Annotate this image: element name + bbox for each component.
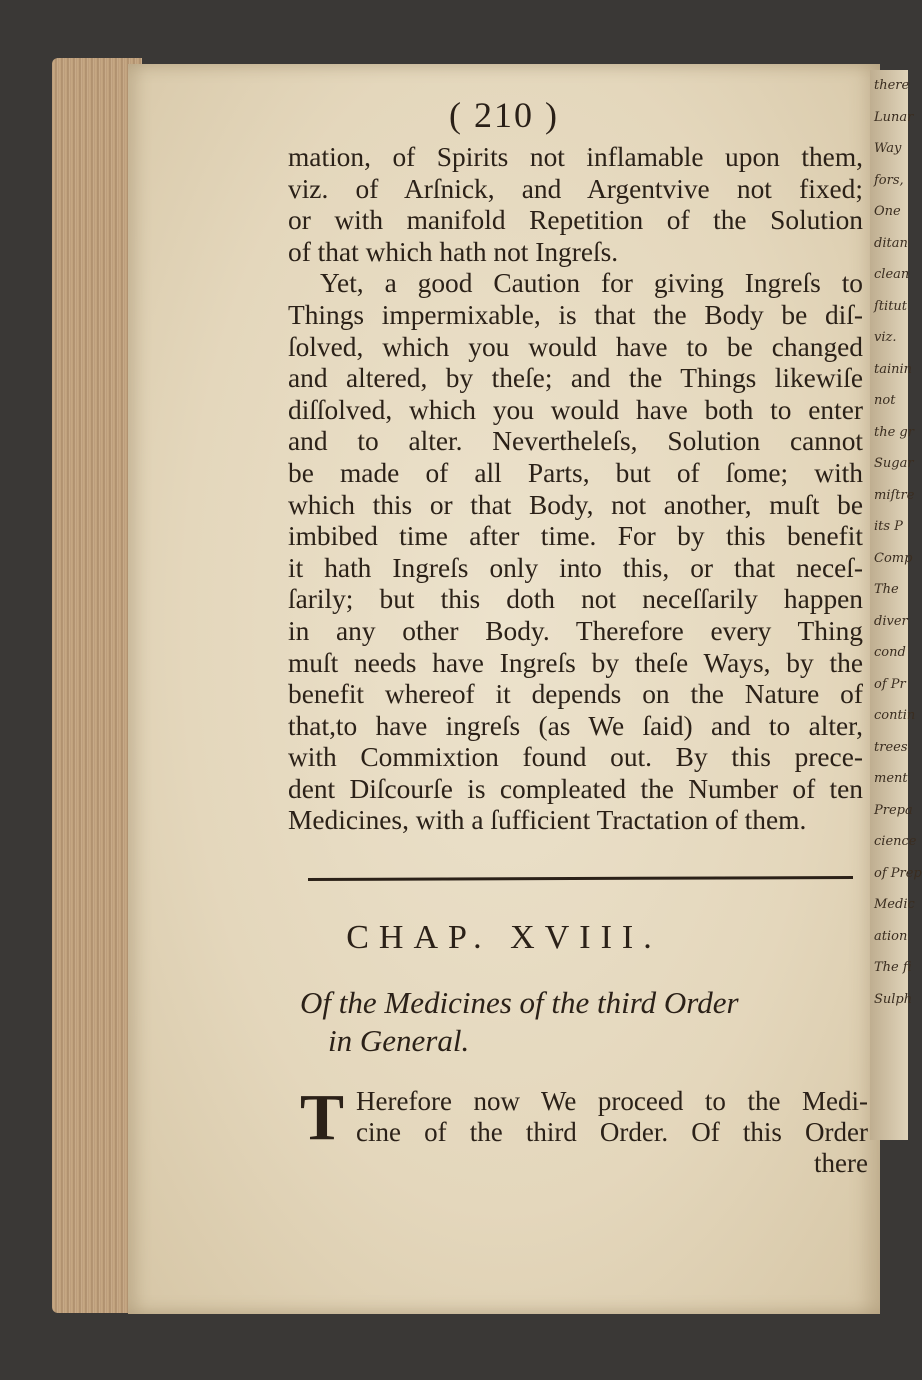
facing-page-fragment: its P [874,519,903,534]
body-text [288,142,863,837]
chapter-title [300,984,870,1060]
facing-page-fragment: ſtitut [874,298,908,314]
body-text-line: with Commixtion found out. By this prece- [288,742,863,773]
facing-page-fragment: fors, [874,172,904,188]
body-text-line: it hath Ingreſs only into this, or that neceſ- [288,552,863,583]
body-text-line: of that which hath not Ingreſs. [288,236,619,267]
body-text-line: and altered, by theſe; and the Things likewiſe [288,363,863,394]
facing-page-fragment: One [874,204,901,219]
facing-page-fragment: cience [874,834,917,849]
facing-page-fragment: Sugar [874,456,914,471]
chapter-heading: CHAP. XVIII. [346,919,662,956]
body-text-line: and to alter. Nevertheleſs, Solution cannot [288,426,863,457]
facing-page-fragment: cond [874,645,906,660]
facing-page-fragment: ditan [874,235,908,251]
body-text-line: ſolved, which you would have to be changed [288,331,863,362]
body-text-line: ſarily; but this doth not neceſſarily happen [288,584,863,615]
body-text-line: Things impermixable, is that the Body be diſ- [288,299,863,330]
facing-page-fragment: of Prep [874,865,922,881]
chapter-opening-paragraph [300,1081,868,1179]
body-text-line: be made of all Parts, but of ſome; with [288,457,863,488]
chapter-title-line: Of the Medicines of the third Order [300,985,739,1020]
body-text-line: diſſolved, which you would have both to enter [288,394,863,425]
facing-page-fragment: miſtre [874,487,915,503]
facing-page-fragment: Lunar [874,109,914,125]
facing-page-fragment: diver [874,613,908,629]
book-page [128,64,880,1314]
facing-page-fragment: The [874,582,899,597]
facing-page-fragment: Comp [874,550,913,566]
body-text-line: mation, of Spirits not inflamable upon them, [288,142,863,172]
body-text-line: which this or that Body, not another, muſt be [288,489,863,520]
facing-page-fragment: ment [874,771,908,786]
facing-page-fragment: there [874,78,910,93]
body-text-line: muſt needs have Ingreſs by theſe Ways, by the [288,647,863,678]
facing-page-fragment: tainin [874,361,913,377]
body-text-line: in any other Body. Therefore every Thing [288,615,863,646]
facing-page-fragment: of Pr [874,676,906,692]
facing-page-fragment: ation [874,928,908,944]
body-text-line: viz. of Arſnick, and Argentvive not fixed; [288,173,863,204]
facing-page-fragment: contin [874,708,916,723]
body-text-line: Medicines, with a ſufficient Tractation of them. [288,805,807,836]
body-text-line: Yet, a good Caution for giving Ingreſs to [320,268,863,299]
body-text-line: dent Diſcourſe is compleated the Number of ten [288,773,863,804]
paragraph-line: cine of the third Order. Of this Order [356,1117,868,1147]
facing-page-fragment: trees [874,739,908,755]
facing-page-fragment: Way [874,141,902,156]
facing-page-edge [870,70,922,1140]
body-text-line: or with manifold Repetition of the Solution [288,205,863,236]
facing-page-fragment: viz. [874,330,897,345]
chapter-title-line: in General. [328,1023,470,1058]
section-divider-rule [308,876,853,881]
drop-cap: T [300,1081,345,1154]
facing-page-fragment: not [874,393,896,408]
page-number-header: ( 210 ) [449,95,559,135]
body-text-line: imbibed time after time. For by this benefit [288,521,863,552]
facing-page-fragment: Medic [874,897,915,912]
facing-page-fragment: clean [874,267,910,282]
facing-page-fragment: The fi [874,960,912,975]
paragraph-line: Herefore now We proceed to the Medi- [356,1086,868,1116]
body-text-line: that,to have ingreſs (as We ſaid) and to alter, [288,710,863,741]
body-text-line: benefit whereof it depends on the Nature of [288,679,863,710]
facing-page-fragment: Sulph [874,991,913,1007]
facing-page-fragment: Prepa [874,802,913,818]
paragraph-line: there [814,1148,868,1178]
facing-page-fragment: the gr [874,424,914,440]
